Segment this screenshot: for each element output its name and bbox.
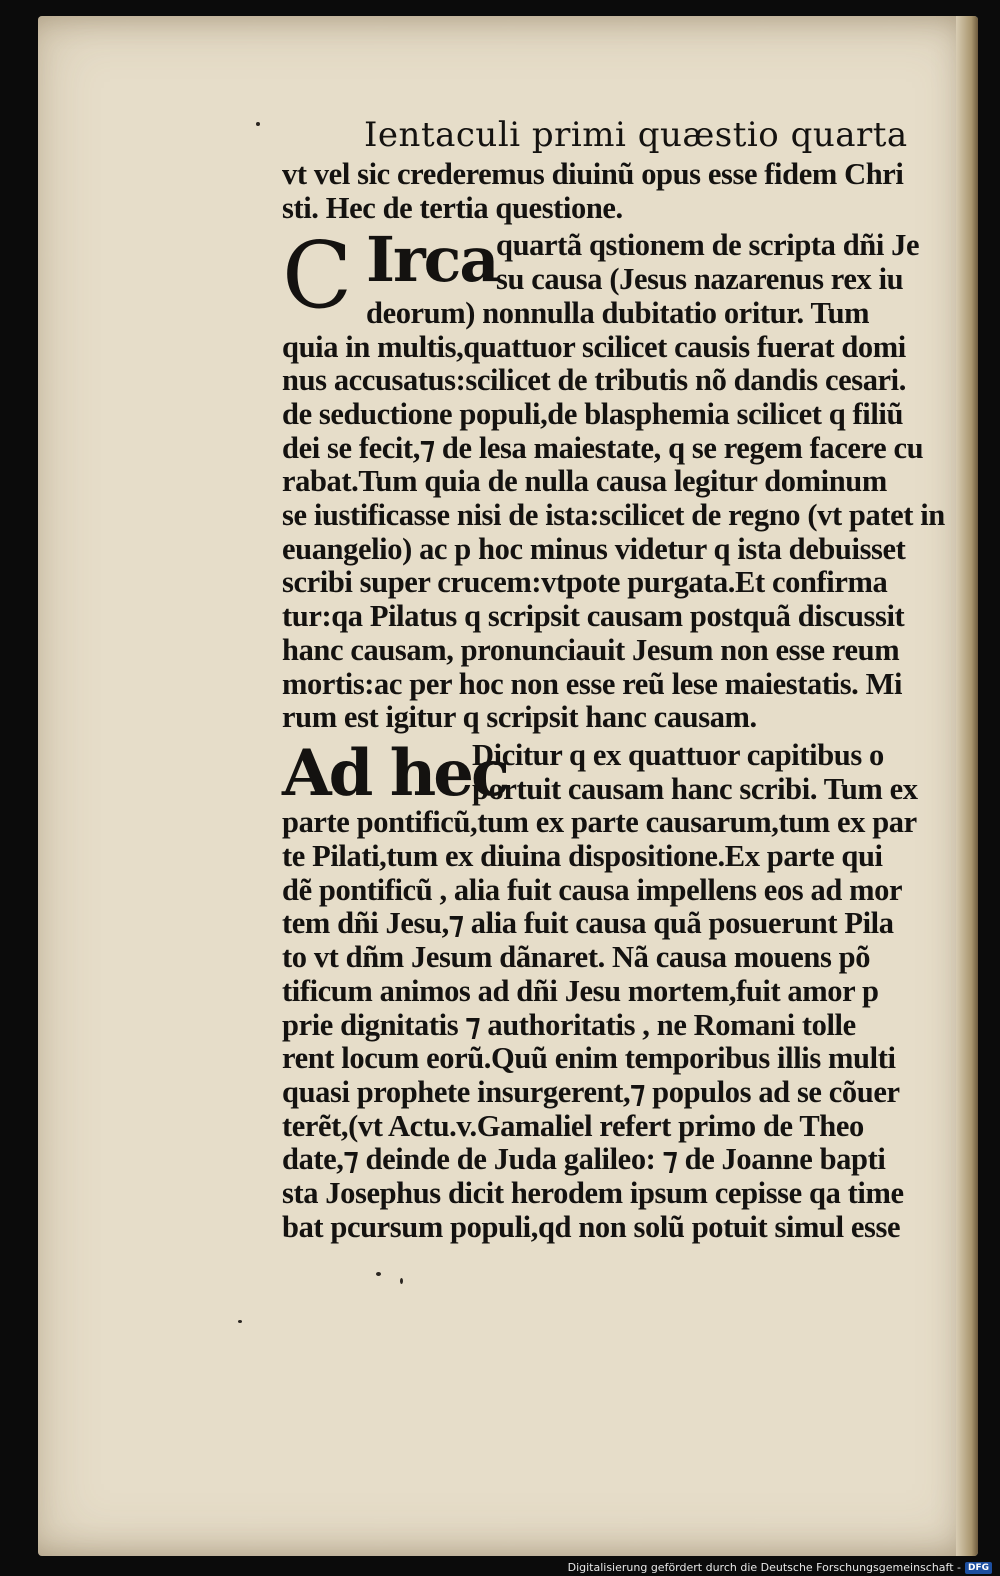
running-head: Ientaculi primi quæstio quarta [364,115,908,155]
text-line: deorum) nonnulla dubitatio oritur. Tum [366,295,870,330]
text-line: de seductione populi,de blasphemia scilicet q filiũ [282,396,904,431]
text-line: portuit causam hanc scribi. Tum ex [472,771,918,806]
text-line: quartã qstionem de scripta dñi Je [496,228,920,263]
text-line: parte pontificũ,tum ex parte causarum,tum ex par [282,805,917,840]
drop-initial: C [282,222,353,329]
book-page [38,16,978,1556]
digitization-credit [568,1561,992,1574]
ink-speck [400,1278,403,1284]
text-line: quasi prophete insurgerent,⁊ populos ad se cõuer [282,1074,900,1109]
text-line: sta Josephus dicit herodem ipsum cepisse qa time [282,1176,904,1211]
paragraph-2 [282,222,964,735]
dfg-logo: DFG [965,1562,992,1574]
paragraph-3 [282,736,964,1245]
text-block [282,112,964,1245]
drop-word: Irca [366,223,498,296]
text-line: rent locum eorũ.Quũ enim temporibus illis multi [282,1041,896,1076]
text-line: to vt dñm Jesum dãnaret. Nã causa mouens põ [282,940,871,975]
ink-speck [238,1320,242,1323]
text-line: dei se fecit,⁊ de lesa maiestate, q se regem facere cu [282,430,924,465]
text-line: dẽ pontificũ , alia fuit causa impellens eos ad mor [282,872,903,907]
text-line: hanc causam, pronunciauit Jesum non esse reum [282,632,900,667]
text-line: euangelio) ac p hoc minus videtur q ista debuisset [282,531,906,566]
section-opening-word: Ad hec [282,736,507,811]
text-line: prie dignitatis ⁊ authoritatis , ne Romani tolle [282,1007,856,1042]
text-line: sti. Hec de tertia questione. [282,190,623,225]
text-line: tificum animos ad dñi Jesu mortem,fuit amor p [282,973,879,1008]
ink-speck [376,1272,381,1276]
text-line: su causa (Jesus nazarenus rex iu [496,262,904,297]
text-line: nus accusatus:scilicet de tributis nõ dandis cesari. [282,363,906,398]
text-line: rum est igitur q scripsit hanc causam. [282,700,757,735]
text-line: se iustificasse nisi de ista:scilicet de regno (vt patet in [282,498,945,533]
text-line: date,⁊ deinde de Juda galileo: ⁊ de Joanne bapti [282,1142,886,1177]
text-line: tem dñi Jesu,⁊ alia fuit causa quã posuerunt Pila [282,906,894,941]
ink-speck [256,122,260,126]
text-line: tur:qa Pilatus q scripsit causam postquã discussit [282,599,905,634]
text-line: rabat.Tum quia de nulla causa legitur dominum [282,464,887,499]
text-line: scribi super crucem:vtpote purgata.Et confirma [282,565,888,600]
text-line: terẽt,(vt Actu.v.Gamaliel refert primo de Theo [282,1108,864,1143]
text-line: mortis:ac per hoc non esse reũ lese maiestatis. Mi [282,666,903,701]
text-line: vt vel sic crederemus diuinũ opus esse fidem Chri [282,157,904,191]
text-line: quia in multis,quattuor scilicet causis fuerat domi [282,329,906,364]
text-line: Dicitur q ex quattuor capitibus o [472,737,884,772]
text-line: bat pcursum populi,qd non solũ potuit simul esse [282,1209,901,1244]
credit-text: Digitalisierung gefördert durch die Deutsche Forschungsgemeinschaft - [567,1561,961,1574]
text-line: te Pilati,tum ex diuina dispositione.Ex parte qui [282,839,883,874]
paragraph-1 [282,158,964,225]
